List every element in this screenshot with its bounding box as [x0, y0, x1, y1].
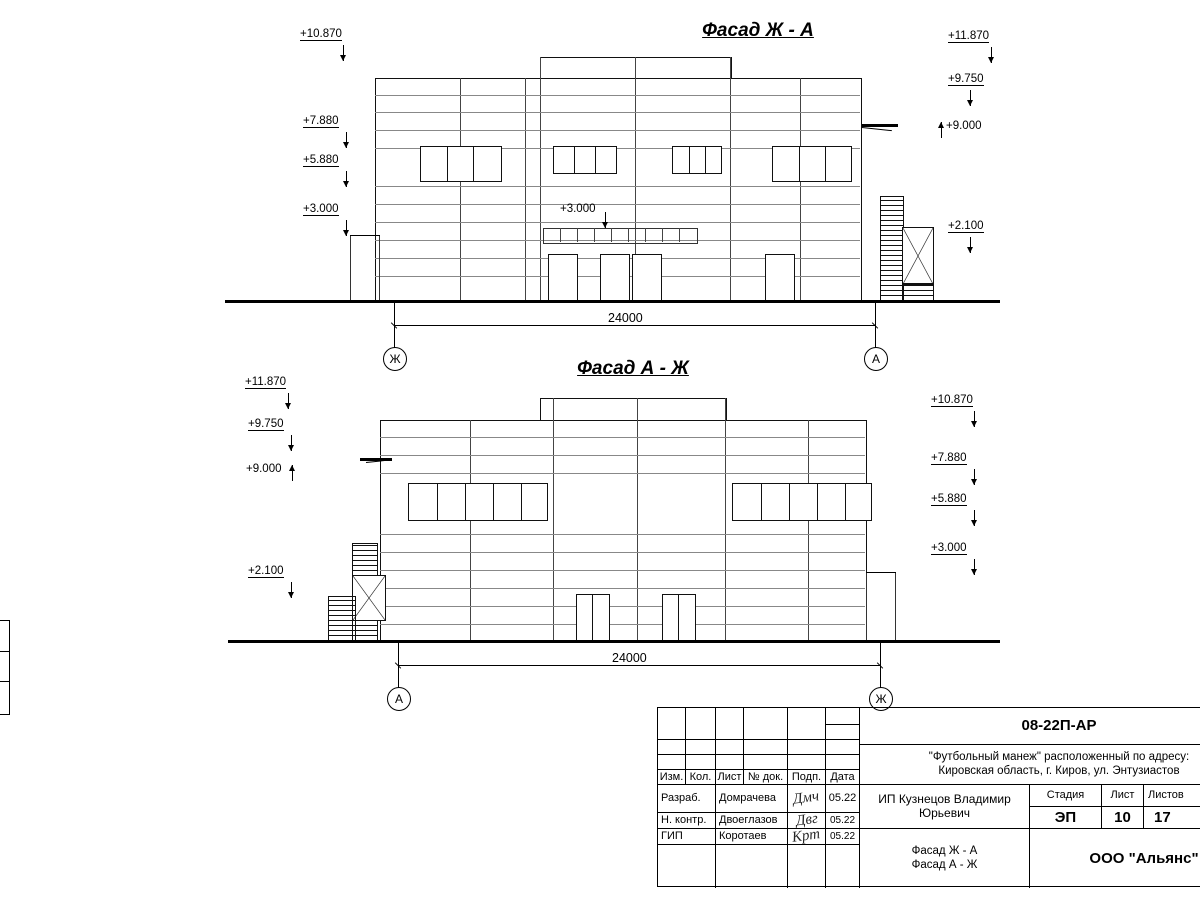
stage-header: Стадия	[1030, 785, 1102, 807]
level-arrow	[970, 90, 971, 106]
window	[420, 146, 502, 182]
level-mark-9750: +9.750	[948, 73, 984, 85]
axis-marker-zh: Ж	[869, 687, 893, 711]
level-arrow	[941, 122, 942, 138]
level-mark-10870: +10.870	[931, 394, 973, 406]
dimension-24000: 24000	[612, 651, 647, 665]
stair-rail	[902, 227, 934, 285]
stage-value: ЭП	[1030, 807, 1102, 829]
ground-line	[225, 300, 1000, 303]
level-mark-10870: +10.870	[300, 28, 342, 40]
object-line-2: Кировская область, г. Киров, ул. Энтузиастов	[938, 764, 1180, 777]
col-ndok: № док.	[744, 770, 788, 785]
signature: Двг	[794, 810, 819, 830]
list-value: 10	[1102, 807, 1144, 829]
window	[408, 483, 548, 521]
stair-rail	[352, 575, 386, 621]
axis-marker-a: А	[864, 347, 888, 371]
window	[553, 146, 617, 174]
level-mark-2100: +2.100	[248, 565, 284, 577]
stair-hatch	[880, 196, 904, 302]
door	[632, 254, 662, 302]
col-podp: Подп.	[788, 770, 826, 785]
door	[765, 254, 795, 302]
level-arrow	[970, 237, 971, 253]
level-mark-11870: +11.870	[245, 376, 287, 388]
signature: Дмч	[792, 788, 821, 808]
customer: ИП Кузнецов Владимир Юрьевич	[860, 785, 1030, 829]
date-gip: 05.22	[826, 829, 860, 845]
level-arrow	[346, 220, 347, 236]
name-nkontr: Двоеглазов	[716, 813, 788, 829]
level-mark-9000: +9.000	[246, 463, 282, 475]
level-arrow	[292, 465, 293, 481]
role-gip: ГИП	[658, 829, 716, 845]
date-razrab: 05.22	[826, 785, 860, 813]
level-mark-7880: +7.880	[931, 452, 967, 464]
level-arrow	[291, 582, 292, 598]
col-list: Лист	[716, 770, 744, 785]
level-arrow	[605, 212, 606, 228]
dimension-line	[398, 665, 880, 666]
level-arrow	[343, 45, 344, 61]
name-razrab: Домрачева	[716, 785, 788, 813]
sheet-name-line-2: Фасад А - Ж	[911, 858, 978, 871]
level-arrow	[346, 132, 347, 148]
level-mark-9000: +9.000	[946, 120, 982, 132]
level-mark-11870: +11.870	[948, 30, 990, 42]
level-mark-9750: +9.750	[248, 418, 284, 430]
object-line-1: "Футбольный манеж" расположенный по адресу:	[928, 751, 1190, 764]
sheet-margin-stub	[0, 620, 10, 715]
sheet-name-line-1: Фасад Ж - А	[911, 845, 978, 858]
level-mark-3000: +3.000	[931, 542, 967, 554]
door	[548, 254, 578, 302]
level-arrow	[346, 171, 347, 187]
window	[672, 146, 722, 174]
col-kol: Кол.	[686, 770, 716, 785]
level-arrow	[974, 469, 975, 485]
level-arrow	[288, 393, 289, 409]
listov-value: 17	[1144, 807, 1200, 829]
window	[772, 146, 852, 182]
dimension-24000: 24000	[608, 311, 643, 325]
level-arrow	[991, 47, 992, 63]
door	[576, 594, 610, 642]
level-mark-3000: +3.000	[303, 203, 339, 215]
door	[600, 254, 630, 302]
listov-header: Листов	[1144, 785, 1200, 807]
signature: Крт	[791, 826, 822, 846]
dimension-line	[394, 325, 875, 326]
axis-marker-zh: Ж	[383, 347, 407, 371]
facade-top-title: Фасад Ж - А	[702, 20, 814, 41]
axis-marker-a: А	[387, 687, 411, 711]
ground-line	[228, 640, 1000, 643]
door	[662, 594, 696, 642]
level-mark-5880: +5.880	[303, 154, 339, 166]
list-header: Лист	[1102, 785, 1144, 807]
role-nkontr: Н. контр.	[658, 813, 716, 829]
level-arrow	[974, 510, 975, 526]
col-data: Дата	[826, 770, 860, 785]
sheet-code: 08-22П-АР	[860, 708, 1200, 745]
name-gip: Коротаев	[716, 829, 788, 845]
level-mark-5880: +5.880	[931, 493, 967, 505]
level-arrow	[291, 435, 292, 451]
window	[732, 483, 872, 521]
level-arrow	[974, 411, 975, 427]
stair-hatch	[328, 596, 356, 642]
title-block	[657, 707, 1200, 887]
level-mark-7880: +7.880	[303, 115, 339, 127]
col-izm: Изм.	[658, 770, 686, 785]
facade-bottom-title: Фасад А - Ж	[577, 358, 689, 379]
organization: ООО "Альянс"	[1089, 849, 1199, 867]
role-razrab: Разраб.	[658, 785, 716, 813]
level-mark-center-3000: +3.000	[560, 203, 596, 215]
date-nkontr: 05.22	[826, 813, 860, 829]
level-mark-2100: +2.100	[948, 220, 984, 232]
level-arrow	[974, 559, 975, 575]
